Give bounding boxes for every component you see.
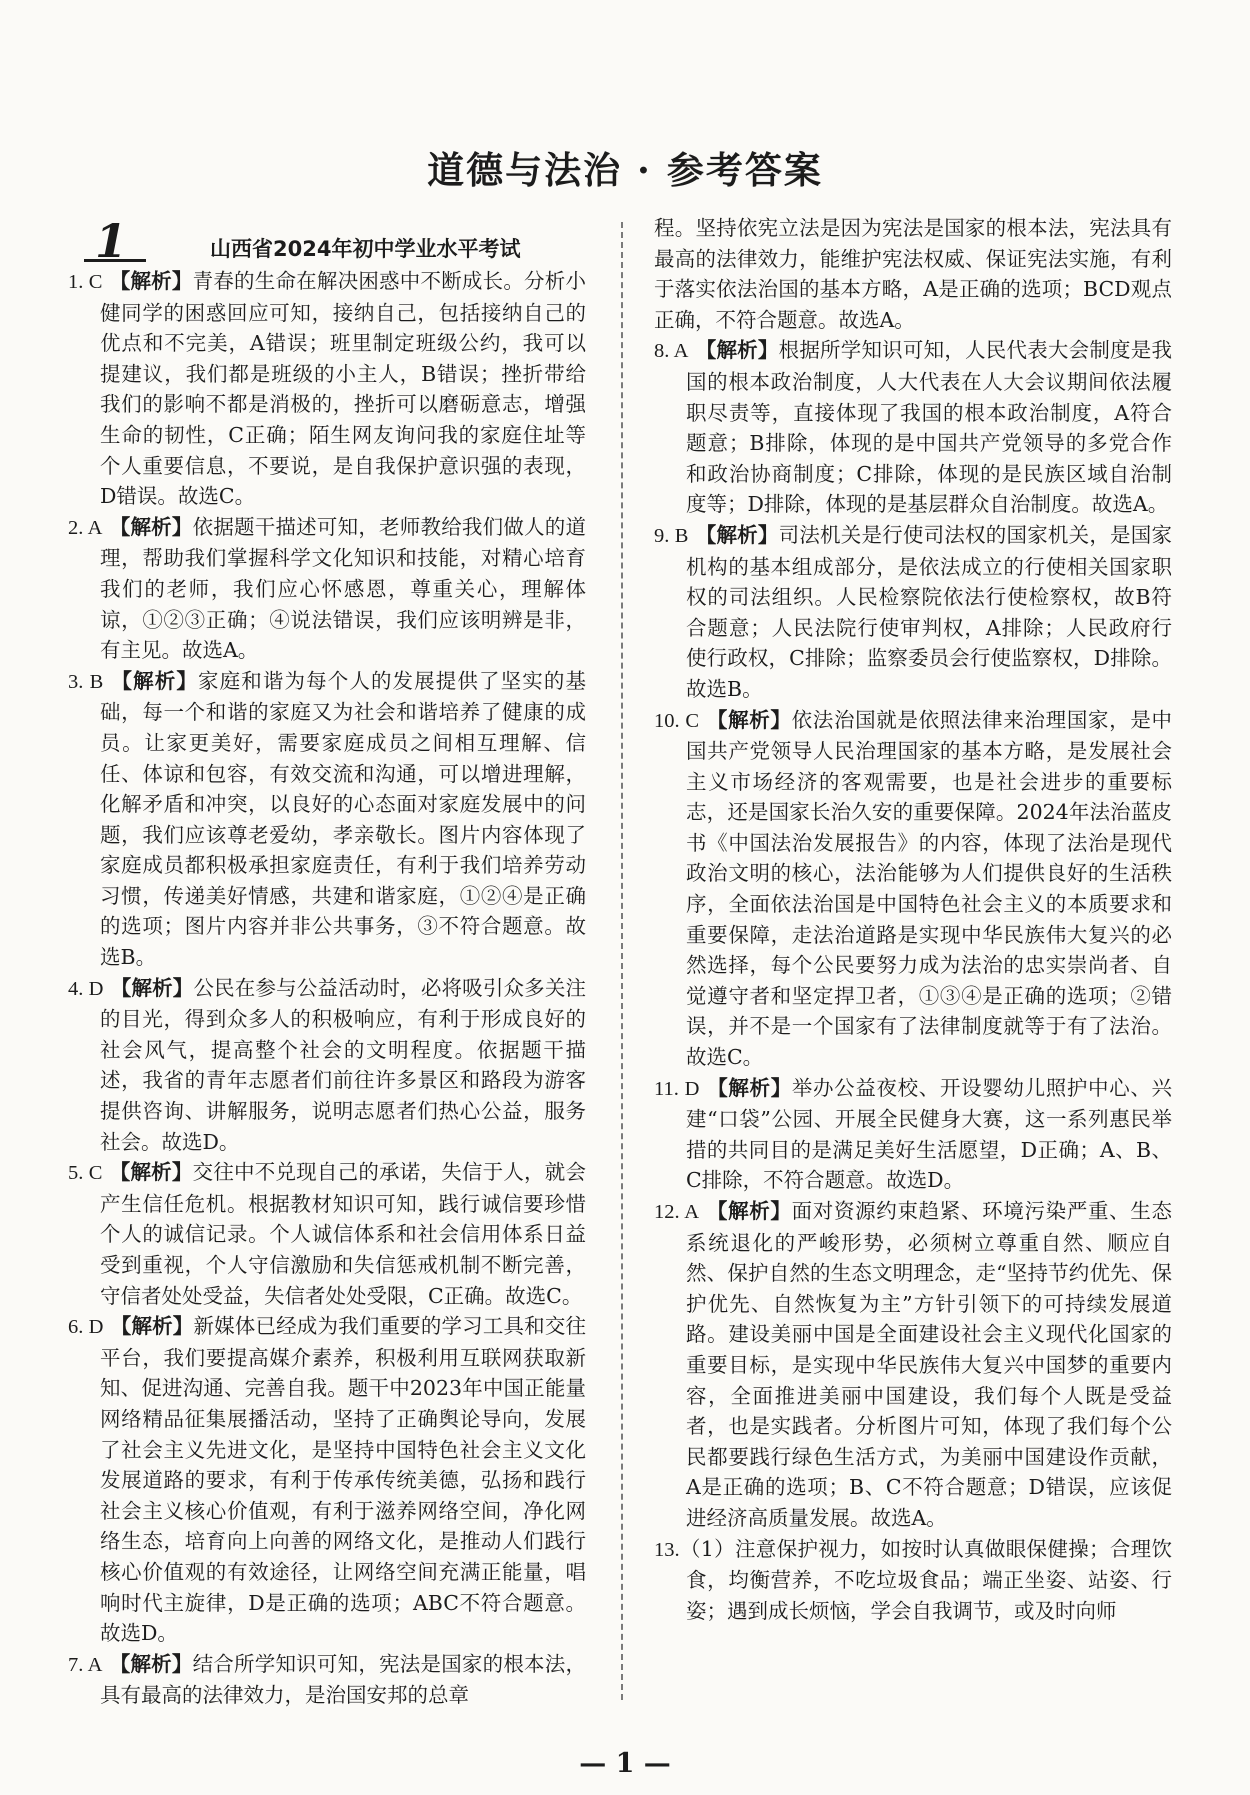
column-divider [621,222,623,1700]
analysis-tag: 【解析】 [103,975,194,1000]
answer-text: 结合所学知识可知，宪法是国家的根本法，具有最高的法律效力，是治国安邦的总章 [100,1651,586,1708]
answer-number: 11. D [654,1077,700,1100]
answer-number: 12. A [654,1201,700,1223]
analysis-tag: 【解析】 [102,1160,193,1185]
answer-number: 6. D [68,1316,104,1339]
answer-text: 交往中不兑现自己的承诺，失信于人，就会产生信任危机。根据教材知识可知，践行诚信要珍惜个人的诚信记录。个人诚信体系和社会信用体系日益受到重视，个人守信激励和失信惩戒机制不断完善，守信者处处受益，失信者处处受限，C正确。故选C。 [100,1160,586,1308]
answer-text: 面对资源约束趋紧、环境污染严重、生态系统退化的严峻形势，必须树立尊重自然、顺应自然、保护自然的生态文明理念，走“坚持节约优先、保护优先、自然恢复为主”方针引领下的可持续发展道路。建设美丽中国是全面建设社会主义现代化国家的重要目标，是实现中华民族伟大复兴中国梦的重要内容，全面推进美丽中国建设，我们每个人既是受益者，也是实践者。分析图片可知，体现了我们每个公民都要践行绿色生活方式，为美丽中国建设作贡献，A是正确的选项；B、C不符合题意；D错误，应该促进经济高质量发展。故选A。 [686,1199,1173,1530]
right-column [654,213,1172,1626]
page-title: 道德与法治 · 参考答案 [427,148,823,192]
exam-number: 1 [68,218,154,264]
answer-text: 青春的生命在解决困惑中不断成长。分析小健同学的困惑回应可知，接纳自己，包括接纳自己的优点和不完美，A错误；班里制定班级公约，我可以提建议，我们都是班级的小主人，B错误；挫折带给我们的影响不都是消极的，挫折可以磨砺意志，增强生命的韧性，C正确；陌生网友询问我的家庭住址等个人重要信息，不要说，是自我保护意识强的表现，D错误。故选C。 [100,269,586,509]
answer-number: 10. C [654,709,700,732]
answer-item [68,266,586,512]
answer-text: 根据所学知识可知，人民代表大会制度是我国的根本政治制度，人大代表在人大会议期间依法履职尽责等，直接体现了我国的根本政治制度，A符合题意；B排除，体现的是中国共产党领导的多党合作和政治协商制度；C排除，体现的是民族区域自治制度等；D排除，体现的是基层群众自治制度。故选A。 [686,338,1172,517]
analysis-tag: 【解析】 [102,269,193,293]
analysis-tag: 【解析】 [688,338,779,363]
answer-item [654,1196,1172,1534]
answer-number: 8. A [654,340,689,363]
answer-number: 3. B [68,670,104,693]
answer-text: 依法治国就是依照法律来治理国家，是中国共产党领导人民治理国家的基本方略，是发展社会主义市场经济的客观需要，也是社会进步的重要标志，还是国家长治久安的重要保障。2024年法治蓝皮书《中国法治发展报告》的内容，体现了法治是现代政治文明的核心，法治能够为人们提供良好的生活秩序，全面依法治国是中国特色社会主义的本质要求和重要保障，走法治道路是实现中华民族伟大复兴的必然选择，每个公民要努力成为法治的忠实崇尚者、自觉遵守者和坚定捍卫者，①③④是正确的选项；②错误，并不是一个国家有了法律制度就等于有了法治。故选C。 [686,707,1173,1070]
answer-number: 2. A [68,516,103,539]
analysis-tag: 【解析】 [699,707,792,732]
answer-item [68,1649,586,1711]
answer-item [654,335,1172,520]
answer-item [654,520,1172,705]
exam-title: 山西省2024年初中学业水平考试 [210,237,521,261]
answer-text: 家庭和谐为每个人的发展提供了坚实的基础，每一个和谐的家庭又为社会和谐培养了健康的成员。让家更美好，需要家庭成员之间相互理解、信任、体谅和包容，有效交流和沟通，可以增进理解，化解矛盾和冲突，以良好的心态面对家庭发展中的问题，我们应该尊老爱幼，孝亲敬长。图片内容体现了家庭成员都积极承担家庭责任，有利于我们培养劳动习惯，传递美好情感，共建和谐家庭，①②④是正确的选项；图片内容并非公共事务，③不符合题意。故选B。 [100,668,586,970]
analysis-tag: 【解析】 [103,668,199,693]
answer-item [654,1534,1172,1627]
answer-item [68,1311,586,1649]
answer-text: （1）注意保护视力，如按时认真做眼保健操；合理饮食，均衡营养，不吃垃圾食品；端正坐姿、站姿、行姿；遇到成长烦恼，学会自我调节，或及时向师 [679,1536,1172,1623]
analysis-tag: 【解析】 [699,1075,792,1100]
answer-text: 新媒体已经成为我们重要的学习工具和交往平台，我们要提高媒介素养，积极利用互联网获取新知、促进沟通、完善自我。题干中2023年中国正能量网络精品征集展播活动，坚持了正确舆论导向，发展了社会主义先进文化，是坚持中国特色社会主义文化发展道路的要求，有利于传承传统美德，弘扬和践行社会主义核心价值观，有利于滋养网络空间，净化网络生态，培育向上向善的网络文化，是推动人们践行核心价值观的有效途径，让网络空间充满正能量，唱响时代主旋律，D是正确的选项；ABC不符合题意。故选D。 [100,1314,587,1646]
right-answer-list [654,335,1172,1626]
answer-number: 13. [654,1538,680,1561]
answer-number: 5. C [68,1162,103,1185]
analysis-tag: 【解析】 [688,522,779,547]
analysis-tag: 【解析】 [102,514,193,539]
answer-text: 司法机关是行使司法权的国家机关，是国家机构的基本组成部分，是依法成立的行使相关国家职权的司法组织。人民检察院依法行使检察权，故B符合题意；人民法院行使审判权，A排除；人民政府行使行政权，C排除；监察委员会行使监察权，D排除。故选B。 [686,522,1172,701]
answer-item [68,1157,586,1311]
analysis-tag: 【解析】 [103,1314,194,1339]
answer-number: 4. D [68,977,104,1000]
answer-text: 举办公益夜校、开设婴幼儿照护中心、兴建“口袋”公园、开展全民健身大赛，这一系列惠民举措的共同目的是满足美好生活愿望，D正确；A、B、C排除，不符合题意。故选D。 [686,1075,1173,1193]
left-column [68,214,587,1711]
exam-header [68,214,586,268]
answer-item [68,512,586,666]
answer-item [68,666,586,973]
answer-text: 公民在参与公益活动时，必将吸引众多关注的目光，得到众多人的积极响应，有利于形成良好的社会风气，提高整个社会的文明程度。依据题干描述，我省的青年志愿者们前往许多景区和路段为游客提供咨询、讲解服务，说明志愿者们热心公益，服务社会。故选D。 [100,975,587,1154]
answer-number: 1. C [68,271,103,293]
answer-item [654,1073,1172,1196]
page-number: — 1 — [579,1748,671,1779]
continued-answer-text: 程。坚持依宪立法是因为宪法是国家的根本法，宪法具有最高的法律效力，能维护宪法权威、保证宪法实施，有利于落实依法治国的基本方略，A是正确的选项；BCD观点正确，不符合题意。故选A。 [654,216,1172,332]
analysis-tag: 【解析】 [102,1651,193,1676]
answer-item [68,973,586,1158]
left-answer-list [68,266,586,1711]
analysis-tag: 【解析】 [699,1199,792,1223]
answer-text: 依据题干描述可知，老师教给我们做人的道理，帮助我们掌握科学文化知识和技能，对精心培育我们的老师，我们应心怀感恩，尊重关心，理解体谅，①②③正确；④说法错误，我们应该明辨是非，有主见。故选A。 [100,514,586,663]
answer-number: 7. A [68,1653,103,1676]
answer-item [654,705,1172,1073]
answer-number: 9. B [654,524,689,547]
